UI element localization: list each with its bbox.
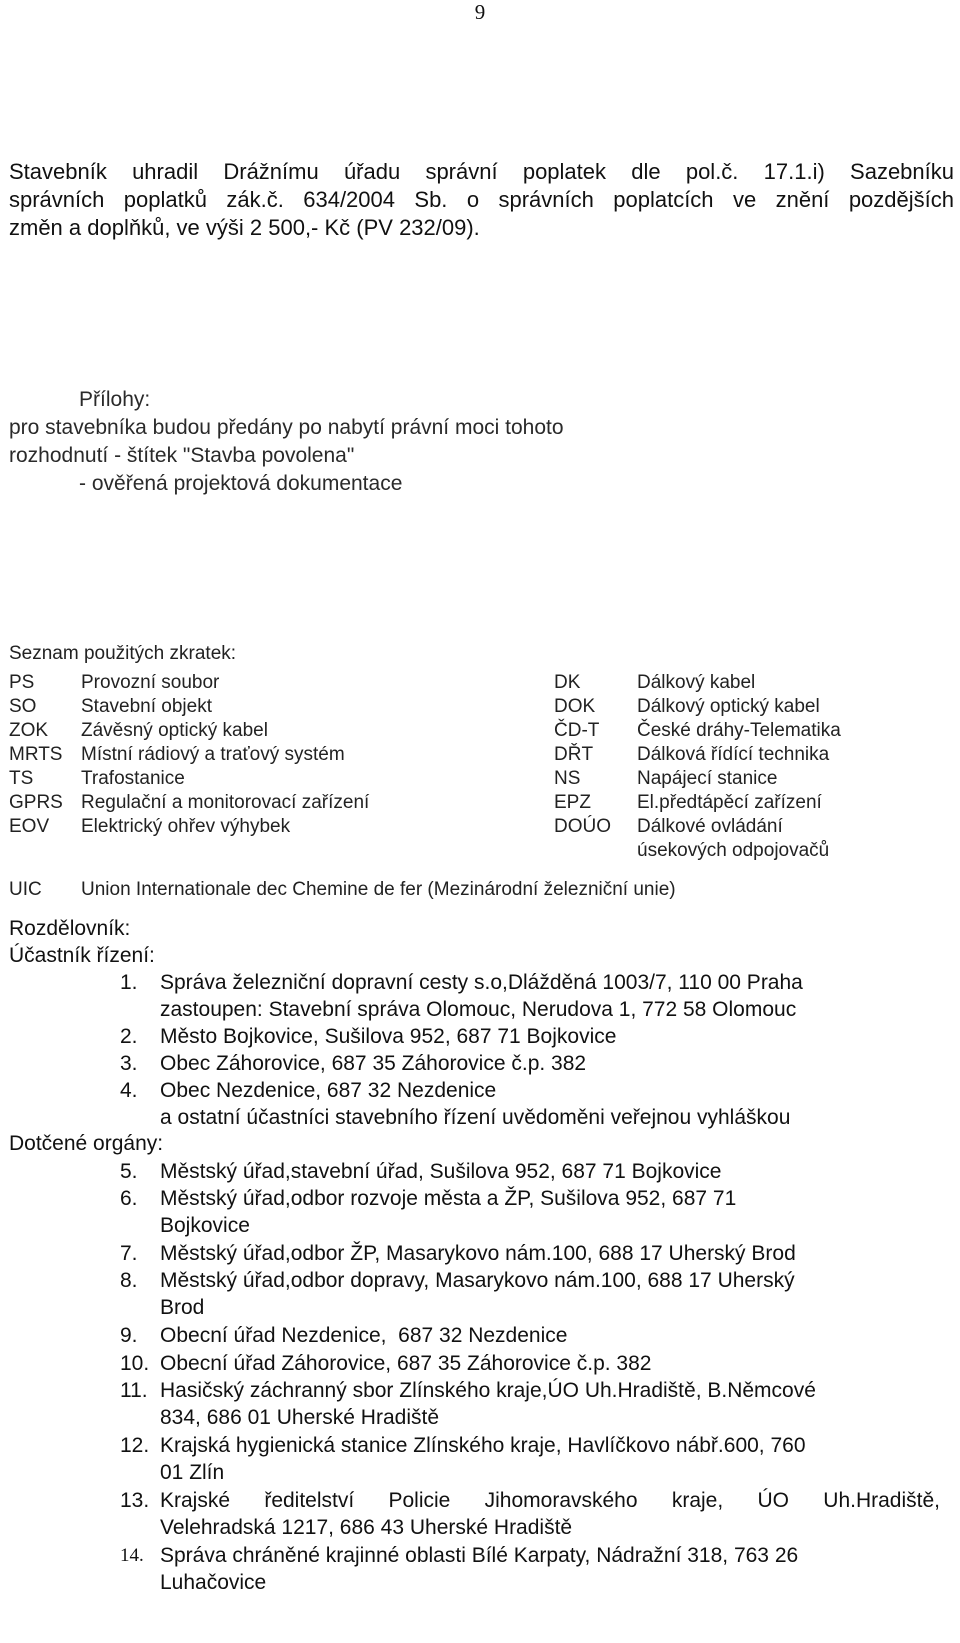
abbreviation-desc: El.předtápěcí zařízení xyxy=(637,792,822,813)
list-item-text xyxy=(160,969,940,1023)
fee-paragraph-line: změn a doplňků, ve výši 2 500,- Kč (PV 232/09). xyxy=(9,215,480,240)
abbreviation-desc: České dráhy-Telematika xyxy=(637,720,841,741)
list-item-line: Krajská hygienická stanice Zlínského kraje, Havlíčkovo nábř.600, 760 xyxy=(160,1434,806,1457)
abbreviation-desc: Provozní soubor xyxy=(81,672,220,693)
list-item-number: 4. xyxy=(120,1079,138,1102)
list-item-number: 5. xyxy=(120,1160,138,1183)
list-item-line: Městský úřad,odbor rozvoje města a ŽP, Sušilova 952, 687 71 xyxy=(160,1187,737,1210)
page-number: 9 xyxy=(474,0,486,24)
abbreviation-desc: Elektrický ohřev výhybek xyxy=(81,816,291,837)
list-item-text xyxy=(160,1185,940,1239)
abbreviation-code: MRTS xyxy=(9,744,63,765)
abbreviation-code: EOV xyxy=(9,816,50,837)
abbreviation-code: DOÚO xyxy=(554,816,611,837)
abbreviations-title: Seznam použitých zkratek: xyxy=(9,643,237,664)
abbreviation-row-uic xyxy=(9,877,676,902)
list-item-number: 6. xyxy=(120,1187,138,1210)
abbreviation-desc: Dálková řídící technika xyxy=(637,744,830,765)
list-item-number: 12. xyxy=(120,1434,150,1457)
abbreviation-code: DK xyxy=(554,672,581,693)
list-item-line: Městský úřad,odbor dopravy, Masarykovo nám.100, 688 17 Uherský xyxy=(160,1269,795,1292)
list-item-text xyxy=(160,1487,940,1541)
abbreviation-code: ČD-T xyxy=(554,720,600,741)
abbreviation-desc: úsekových odpojovačů xyxy=(637,840,830,861)
abbreviation-desc: Dálkový kabel xyxy=(637,672,756,693)
list-item-text xyxy=(160,1377,940,1431)
abbreviation-code: ZOK xyxy=(9,720,49,741)
list-item-line: 834, 686 01 Uherské Hradiště xyxy=(160,1406,439,1429)
list-item-line: Správa železniční dopravní cesty s.o,Dlážděná 1003/7, 110 00 Praha xyxy=(160,971,803,994)
list-item-number: 1. xyxy=(120,971,138,994)
authorities-title: Dotčené orgány: xyxy=(9,1132,164,1155)
list-item-text xyxy=(160,1542,940,1596)
fee-paragraph xyxy=(9,158,954,242)
list-item-number: 3. xyxy=(120,1052,138,1075)
distribution-title: Rozdělovník: xyxy=(9,917,131,940)
abbreviation-desc: Místní rádiový a traťový systém xyxy=(81,744,345,765)
list-item-text: Obecní úřad Nezdenice, 687 32 Nezdenice xyxy=(160,1324,568,1347)
list-item-line: Brod xyxy=(160,1296,205,1319)
abbreviation-code: TS xyxy=(9,768,34,789)
list-item-number: 14. xyxy=(120,1545,144,1566)
fee-paragraph-line: správních poplatků zák.č. 634/2004 Sb. o správních poplatcích ve znění pozdějších xyxy=(9,187,954,212)
attachments-block xyxy=(9,386,564,498)
others-note: a ostatní účastníci stavebního řízení uvědoměni veřejnou vyhláškou xyxy=(160,1106,791,1129)
attachments-line: pro stavebníka budou předány po nabytí právní moci tohoto xyxy=(9,416,564,439)
attachments-line: rozhodnutí - štítek "Stavba povolena" xyxy=(9,444,355,467)
abbreviation-desc: Stavební objekt xyxy=(81,696,212,717)
abbreviation-code: DŘT xyxy=(554,744,594,765)
list-item-line: Bojkovice xyxy=(160,1214,250,1237)
abbreviation-code: UIC xyxy=(9,879,42,900)
list-item-number: 10. xyxy=(120,1352,150,1375)
abbreviation-desc: Regulační a monitorovací zařízení xyxy=(81,792,370,813)
list-item-number: 13. xyxy=(120,1489,150,1512)
list-item-number: 7. xyxy=(120,1242,138,1265)
list-item-text: Obecní úřad Záhorovice, 687 35 Záhorovice č.p. 382 xyxy=(160,1352,652,1375)
attachments-title: Přílohy: xyxy=(9,388,151,411)
list-item-line: Krajské ředitelství Policie Jihomoravského kraje, ÚO Uh.Hradiště, xyxy=(160,1489,940,1512)
abbreviation-code: EPZ xyxy=(554,792,591,813)
abbreviation-desc: Dálkový optický kabel xyxy=(637,696,820,717)
list-item-text: Obec Záhorovice, 687 35 Záhorovice č.p. 382 xyxy=(160,1052,587,1075)
list-item xyxy=(120,969,940,1025)
list-item-text: Město Bojkovice, Sušilova 952, 687 71 Bojkovice xyxy=(160,1025,617,1048)
abbreviation-desc: Závěsný optický kabel xyxy=(81,720,268,741)
list-item-line: Luhačovice xyxy=(160,1571,267,1594)
list-item-line: Velehradská 1217, 686 43 Uherské Hradiště xyxy=(160,1516,573,1539)
abbreviation-code: GPRS xyxy=(9,792,63,813)
fee-paragraph-line: Stavebník uhradil Drážnímu úřadu správní poplatek dle pol.č. 17.1.i) Sazebníku xyxy=(9,159,954,184)
abbreviation-code: NS xyxy=(554,768,581,789)
list-item-text: Městský úřad,odbor ŽP, Masarykovo nám.100, 688 17 Uherský Brod xyxy=(160,1242,796,1265)
list-item-line: Správa chráněné krajinné oblasti Bílé Karpaty, Nádražní 318, 763 26 xyxy=(160,1544,799,1567)
abbreviation-desc: Napájecí stanice xyxy=(637,768,778,789)
abbreviation-code: PS xyxy=(9,672,35,693)
list-item-text: Městský úřad,stavební úřad, Sušilova 952, 687 71 Bojkovice xyxy=(160,1160,722,1183)
list-item-text: Obec Nezdenice, 687 32 Nezdenice xyxy=(160,1079,497,1102)
list-item-number: 11. xyxy=(120,1379,148,1402)
list-item-number: 9. xyxy=(120,1324,138,1347)
list-item-line: zastoupen: Stavební správa Olomouc, Nerudova 1, 772 58 Olomouc xyxy=(160,998,797,1021)
list-item-text xyxy=(160,1267,940,1321)
abbreviation-code: SO xyxy=(9,696,37,717)
abbreviation-desc: Trafostanice xyxy=(81,768,185,789)
abbreviation-desc: Union Internationale dec Chemine de fer (Mezinárodní železniční unie) xyxy=(81,879,676,900)
list-item-text xyxy=(160,1432,940,1486)
abbreviation-desc: Dálkové ovládání xyxy=(637,816,783,837)
abbreviation-code: DOK xyxy=(554,696,596,717)
participants-title: Účastník řízení: xyxy=(9,944,155,967)
list-item-line: 01 Zlín xyxy=(160,1461,225,1484)
list-item-number: 2. xyxy=(120,1025,138,1048)
attachments-line: - ověřená projektová dokumentace xyxy=(9,472,403,495)
list-item-line: Hasičský záchranný sbor Zlínského kraje,ÚO Uh.Hradiště, B.Němcové xyxy=(160,1379,816,1402)
list-item-number: 8. xyxy=(120,1269,138,1292)
